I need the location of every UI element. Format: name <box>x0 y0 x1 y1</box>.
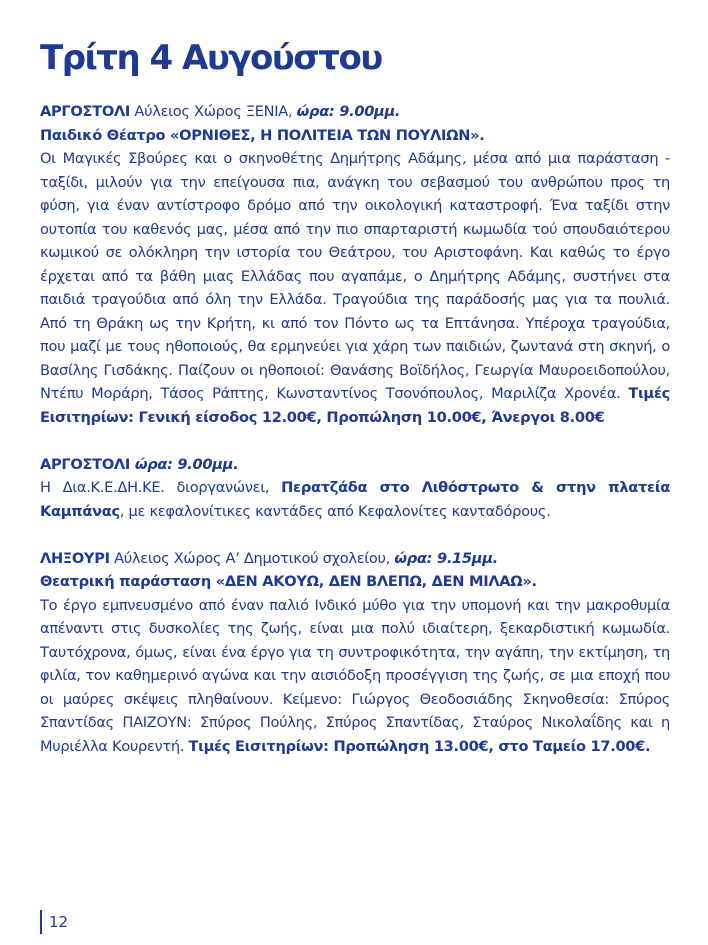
event-venue: Αύλειος Χώρος ΞΕΝΙΑ, <box>130 103 297 120</box>
event-heading <box>40 100 670 124</box>
event-tickets: Τιμές Εισιτηρίων: Γενική είσοδος 12.00€, Προπώληση 10.00€, Άνεργοι 8.00€ <box>40 385 670 426</box>
event-body-pre: Η Δια.Κ.Ε.ΔΗ.ΚΕ. διοργανώνει, <box>40 479 282 496</box>
event-venue: Αύλειος Χώρος Α’ Δημοτικού σχολείου, <box>109 549 395 567</box>
page-number: 12 <box>40 910 68 934</box>
event-body-post: , με κεφαλονίτικες καντάδες από Κεφαλονίτες κανταδόρους. <box>119 502 551 520</box>
event-argostoli-theatre <box>40 100 670 429</box>
page-title: Τρίτη 4 Αυγούστου <box>40 38 382 78</box>
event-location: ΛΗΞΟΥΡΙ <box>40 549 110 567</box>
event-time: ώρα: 9.15μμ. <box>394 549 498 567</box>
event-heading <box>40 547 670 571</box>
event-description <box>40 147 670 429</box>
event-body: Το έργο εμπνευσμένο από έναν παλιό Ινδικό μύθο για την υπομονή και την μακροθυμία απέναντι στις δυσκολίες της ζωής, είναι μια πολύ ιδιαίτερη, ξεκαρδιστική κωμωδία. Ταυτόχρονα, όμως, είναι ένα έργο για τη συντροφικότητα, την αγάπη, την εκτίμηση, τη φιλία, τον καθημερινό αγώνα και την αισιόδοξη προσέγγιση της ζωής, σε μια εποχή που οι μαύρες σκέψεις πληθαίνουν. Κείμενο: Γιώργος Θεοδοσιάδης Σκηνοθεσία: Σπύρος Σπαντίδας ΠΑΙΖΟΥΝ: Σπύρος Πούλης, Σπύρος Σπαντίδας, Σταύρος Νικολαΐδης και η Μυριέλλα Κουρεντή. <box>40 596 670 755</box>
event-body-bold: Περατζάδα στο Λιθόστρωτο & στην πλατεία Καμπάνας <box>40 479 670 520</box>
event-location: ΑΡΓΟΣΤΟΛΙ <box>40 455 131 473</box>
event-headline: Παιδικό Θέατρο «ΟΡΝΙΘΕΣ, Η ΠΟΛΙΤΕΙΑ ΤΩΝ ΠΟΥΛΙΩΝ». <box>40 126 485 144</box>
event-body: Οι Μαγικές Σβούρες και ο σκηνοθέτης Δημήτρης Αδάμης, μέσα από μια παράσταση - ταξίδι, μιλούν για την επείγουσα πια, ανάγκη του σεβασμού του ανθρώπου προς τη φύση, για έναν αντίστροφο δρόμο από την οικολογική καταστροφή. Ένα ταξίδι στην ουτοπία του καθενός μας, μέσα από την πιο σπαρταριστή κωμωδία τού σπουδαιότερου κωμικού σε ολόκληρη την ιστορία του Θεάτρου, του Αριστοφάνη. Και καθώς το έργο έρχεται από τα βάθη μιας Ελλάδας που αγαπάμε, ο Δημήτρης Αδάμης, συστήνει στα παιδιά τραγούδια από όλη την Ελλάδα. Τραγούδια της παράδοσής μας για τα πουλιά. Από τη Θράκη ως την Κρήτη, κι από τον Πόντο ως τα Επτάνησα. Υπέροχα τραγούδια, που μαζί με τους ηθοποιούς, θα ερμηνεύει για χάρη των παιδιών, ζωντανά στη σκηνή, ο Βασίλης Γισδάκης. Παίζουν οι ηθοποιοί: Θανάσης Βοϊδήλος, Γεωργία Μαυροειδοπούλου, Ντέπυ Μοράρη, Τάσος Ράπτης, Κωνσταντίνος Τσονόπουλος, Μαριλίζα Χρονέα. <box>40 150 670 402</box>
event-time: ώρα: 9.00μμ. <box>296 103 401 120</box>
event-location: ΑΡΓΟΣΤΟΛΙ <box>40 103 131 120</box>
events-list <box>40 100 670 782</box>
event-argostoli-peratzada <box>40 453 670 524</box>
event-heading <box>40 453 670 477</box>
event-description <box>40 476 670 523</box>
event-tickets: Τιμές Εισιτηρίων: Προπώληση 13.00€, στο Ταμείο 17.00€. <box>188 737 651 755</box>
event-headline: Θεατρική παράσταση «ΔΕΝ ΑΚΟΥΩ, ΔΕΝ ΒΛΕΠΩ, ΔΕΝ ΜΙΛΑΩ». <box>40 573 537 590</box>
event-lixouri-theatre <box>40 547 670 759</box>
event-description <box>40 594 670 759</box>
event-time: ώρα: 9.00μμ. <box>130 455 239 473</box>
